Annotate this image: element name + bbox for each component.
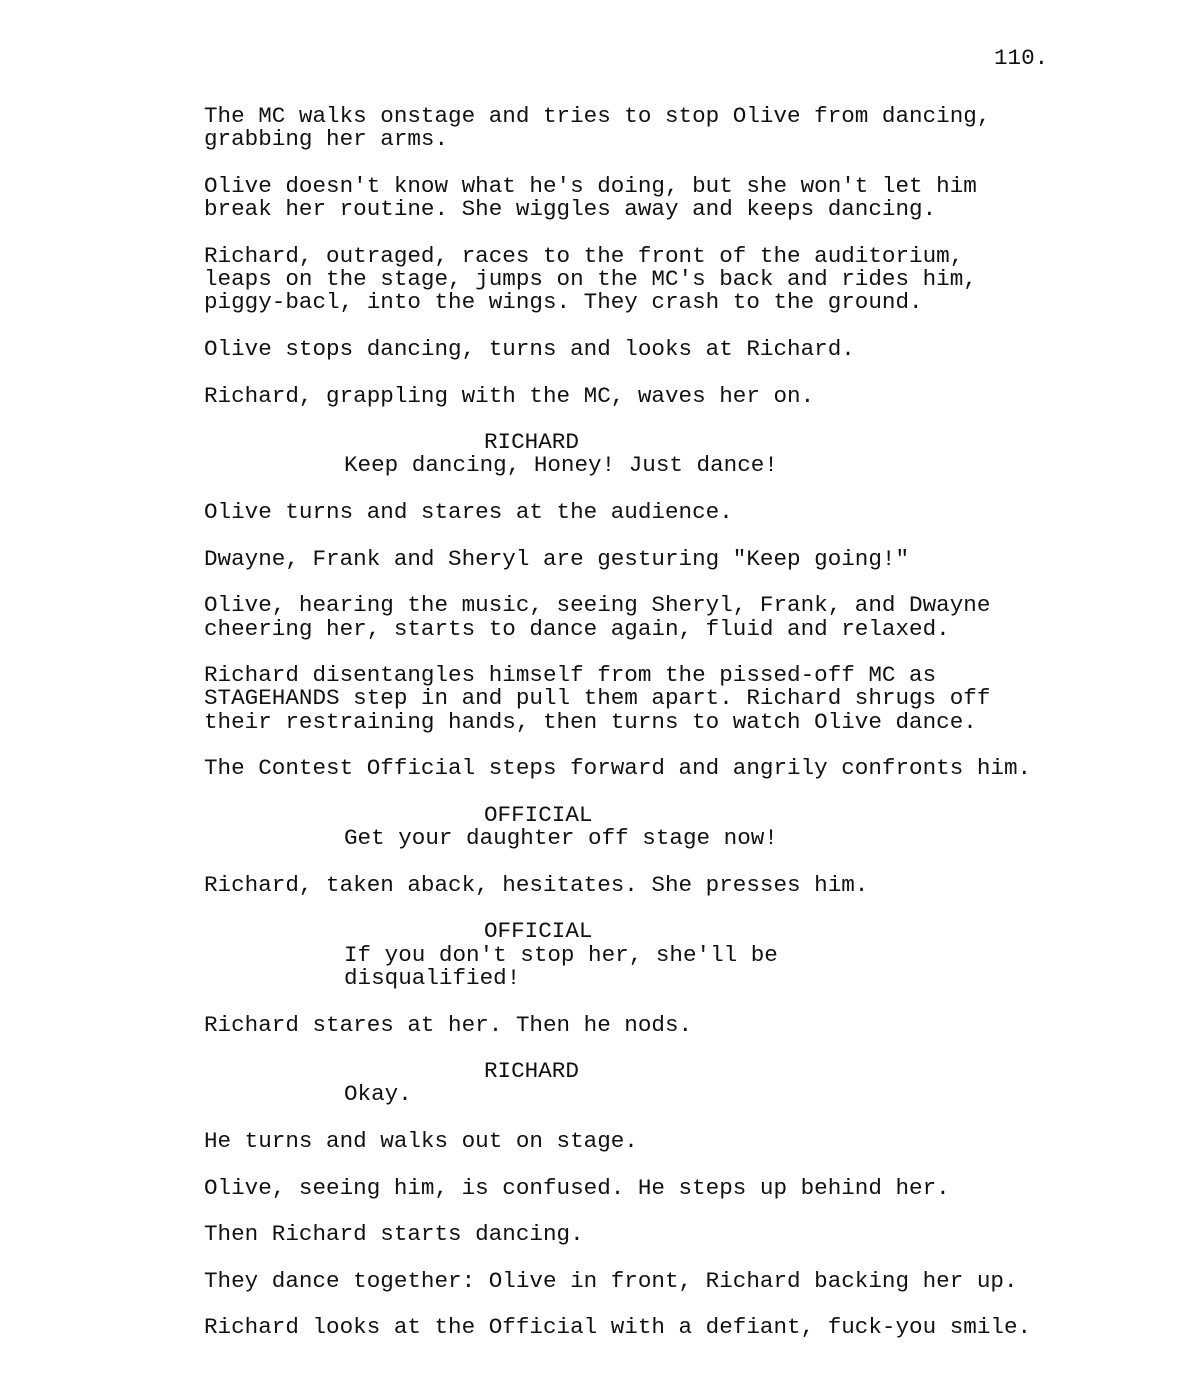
action-line: grabbing her arms. <box>204 126 449 153</box>
action-line: The Contest Official steps forward and angrily confronts him. <box>204 755 1032 782</box>
action-line: Richard, taken aback, hesitates. She presses him. <box>204 871 869 898</box>
action-paragraph <box>204 545 1104 572</box>
dialogue-line: Get your daughter off stage now! <box>344 825 778 852</box>
action-paragraph <box>204 1130 1104 1153</box>
action-paragraph <box>204 382 1104 409</box>
action-line: STAGEHANDS step in and pull them apart. Richard shrugs off <box>204 685 991 712</box>
action-line: Olive turns and stares at the audience. <box>204 499 733 526</box>
dialogue-line: disqualified! <box>344 964 521 991</box>
action-line: Richard stares at her. Then he nods. <box>204 1011 693 1038</box>
action-paragraph <box>204 871 1104 898</box>
page-number: 110. <box>994 45 1049 71</box>
action-paragraph <box>204 757 1104 780</box>
action-paragraph <box>204 105 1104 152</box>
action-paragraph <box>204 1223 1104 1246</box>
action-line: Olive, seeing him, is confused. He steps up behind her. <box>204 1174 950 1201</box>
action-line: Richard, grappling with the MC, waves her on. <box>204 382 815 409</box>
action-line: Then Richard starts dancing. <box>204 1221 584 1248</box>
dialogue-block <box>204 431 1104 478</box>
action-paragraph <box>204 1316 1104 1339</box>
action-line: their restraining hands, then turns to watch Olive dance. <box>204 708 977 735</box>
action-line: piggy-bacl, into the wings. They crash to the ground. <box>204 289 923 316</box>
action-paragraph <box>204 242 1104 316</box>
action-paragraph <box>204 501 1104 524</box>
action-paragraph <box>204 594 1104 641</box>
action-line: leaps on the stage, jumps on the MC's back and rides him, <box>204 266 977 293</box>
action-line: Olive stops dancing, turns and looks at Richard. <box>204 335 855 362</box>
script-body <box>204 105 1104 1363</box>
action-paragraph <box>204 172 1104 223</box>
action-line: break her routine. She wiggles away and keeps dancing. <box>204 196 937 223</box>
character-cue: RICHARD <box>484 429 579 456</box>
character-cue: RICHARD <box>484 1058 579 1085</box>
action-line: Richard looks at the Official with a defiant, fuck-you smile. <box>204 1314 1032 1341</box>
action-paragraph <box>204 335 1104 362</box>
dialogue-block <box>204 1060 1104 1107</box>
character-cue: OFFICIAL <box>484 801 593 828</box>
dialogue-line: Keep dancing, Honey! Just dance! <box>344 452 778 479</box>
action-line: Olive doesn't know what he's doing, but she won't let him <box>204 172 977 199</box>
action-line: cheering her, starts to dance again, fluid and relaxed. <box>204 615 950 642</box>
action-paragraph <box>204 664 1104 734</box>
action-line: The MC walks onstage and tries to stop Olive from dancing, <box>204 103 991 129</box>
character-cue: OFFICIAL <box>484 918 593 945</box>
dialogue-line: Okay. <box>344 1081 412 1108</box>
action-line: Richard, outraged, races to the front of the auditorium, <box>204 242 964 269</box>
dialogue-block <box>204 920 1104 990</box>
action-paragraph <box>204 1267 1104 1294</box>
action-line: Richard disentangles himself from the pissed-off MC as <box>204 662 937 689</box>
action-paragraph <box>204 1174 1104 1201</box>
action-line: Olive, hearing the music, seeing Sheryl, Frank, and Dwayne <box>204 592 991 619</box>
action-line: He turns and walks out on stage. <box>204 1128 638 1155</box>
dialogue-block <box>204 801 1104 852</box>
action-line: Dwayne, Frank and Sheryl are gesturing "Keep going!" <box>204 545 910 572</box>
action-line: They dance together: Olive in front, Richard backing her up. <box>204 1267 1018 1294</box>
action-paragraph <box>204 1011 1104 1038</box>
dialogue-line: If you don't stop her, she'll be <box>344 941 778 968</box>
